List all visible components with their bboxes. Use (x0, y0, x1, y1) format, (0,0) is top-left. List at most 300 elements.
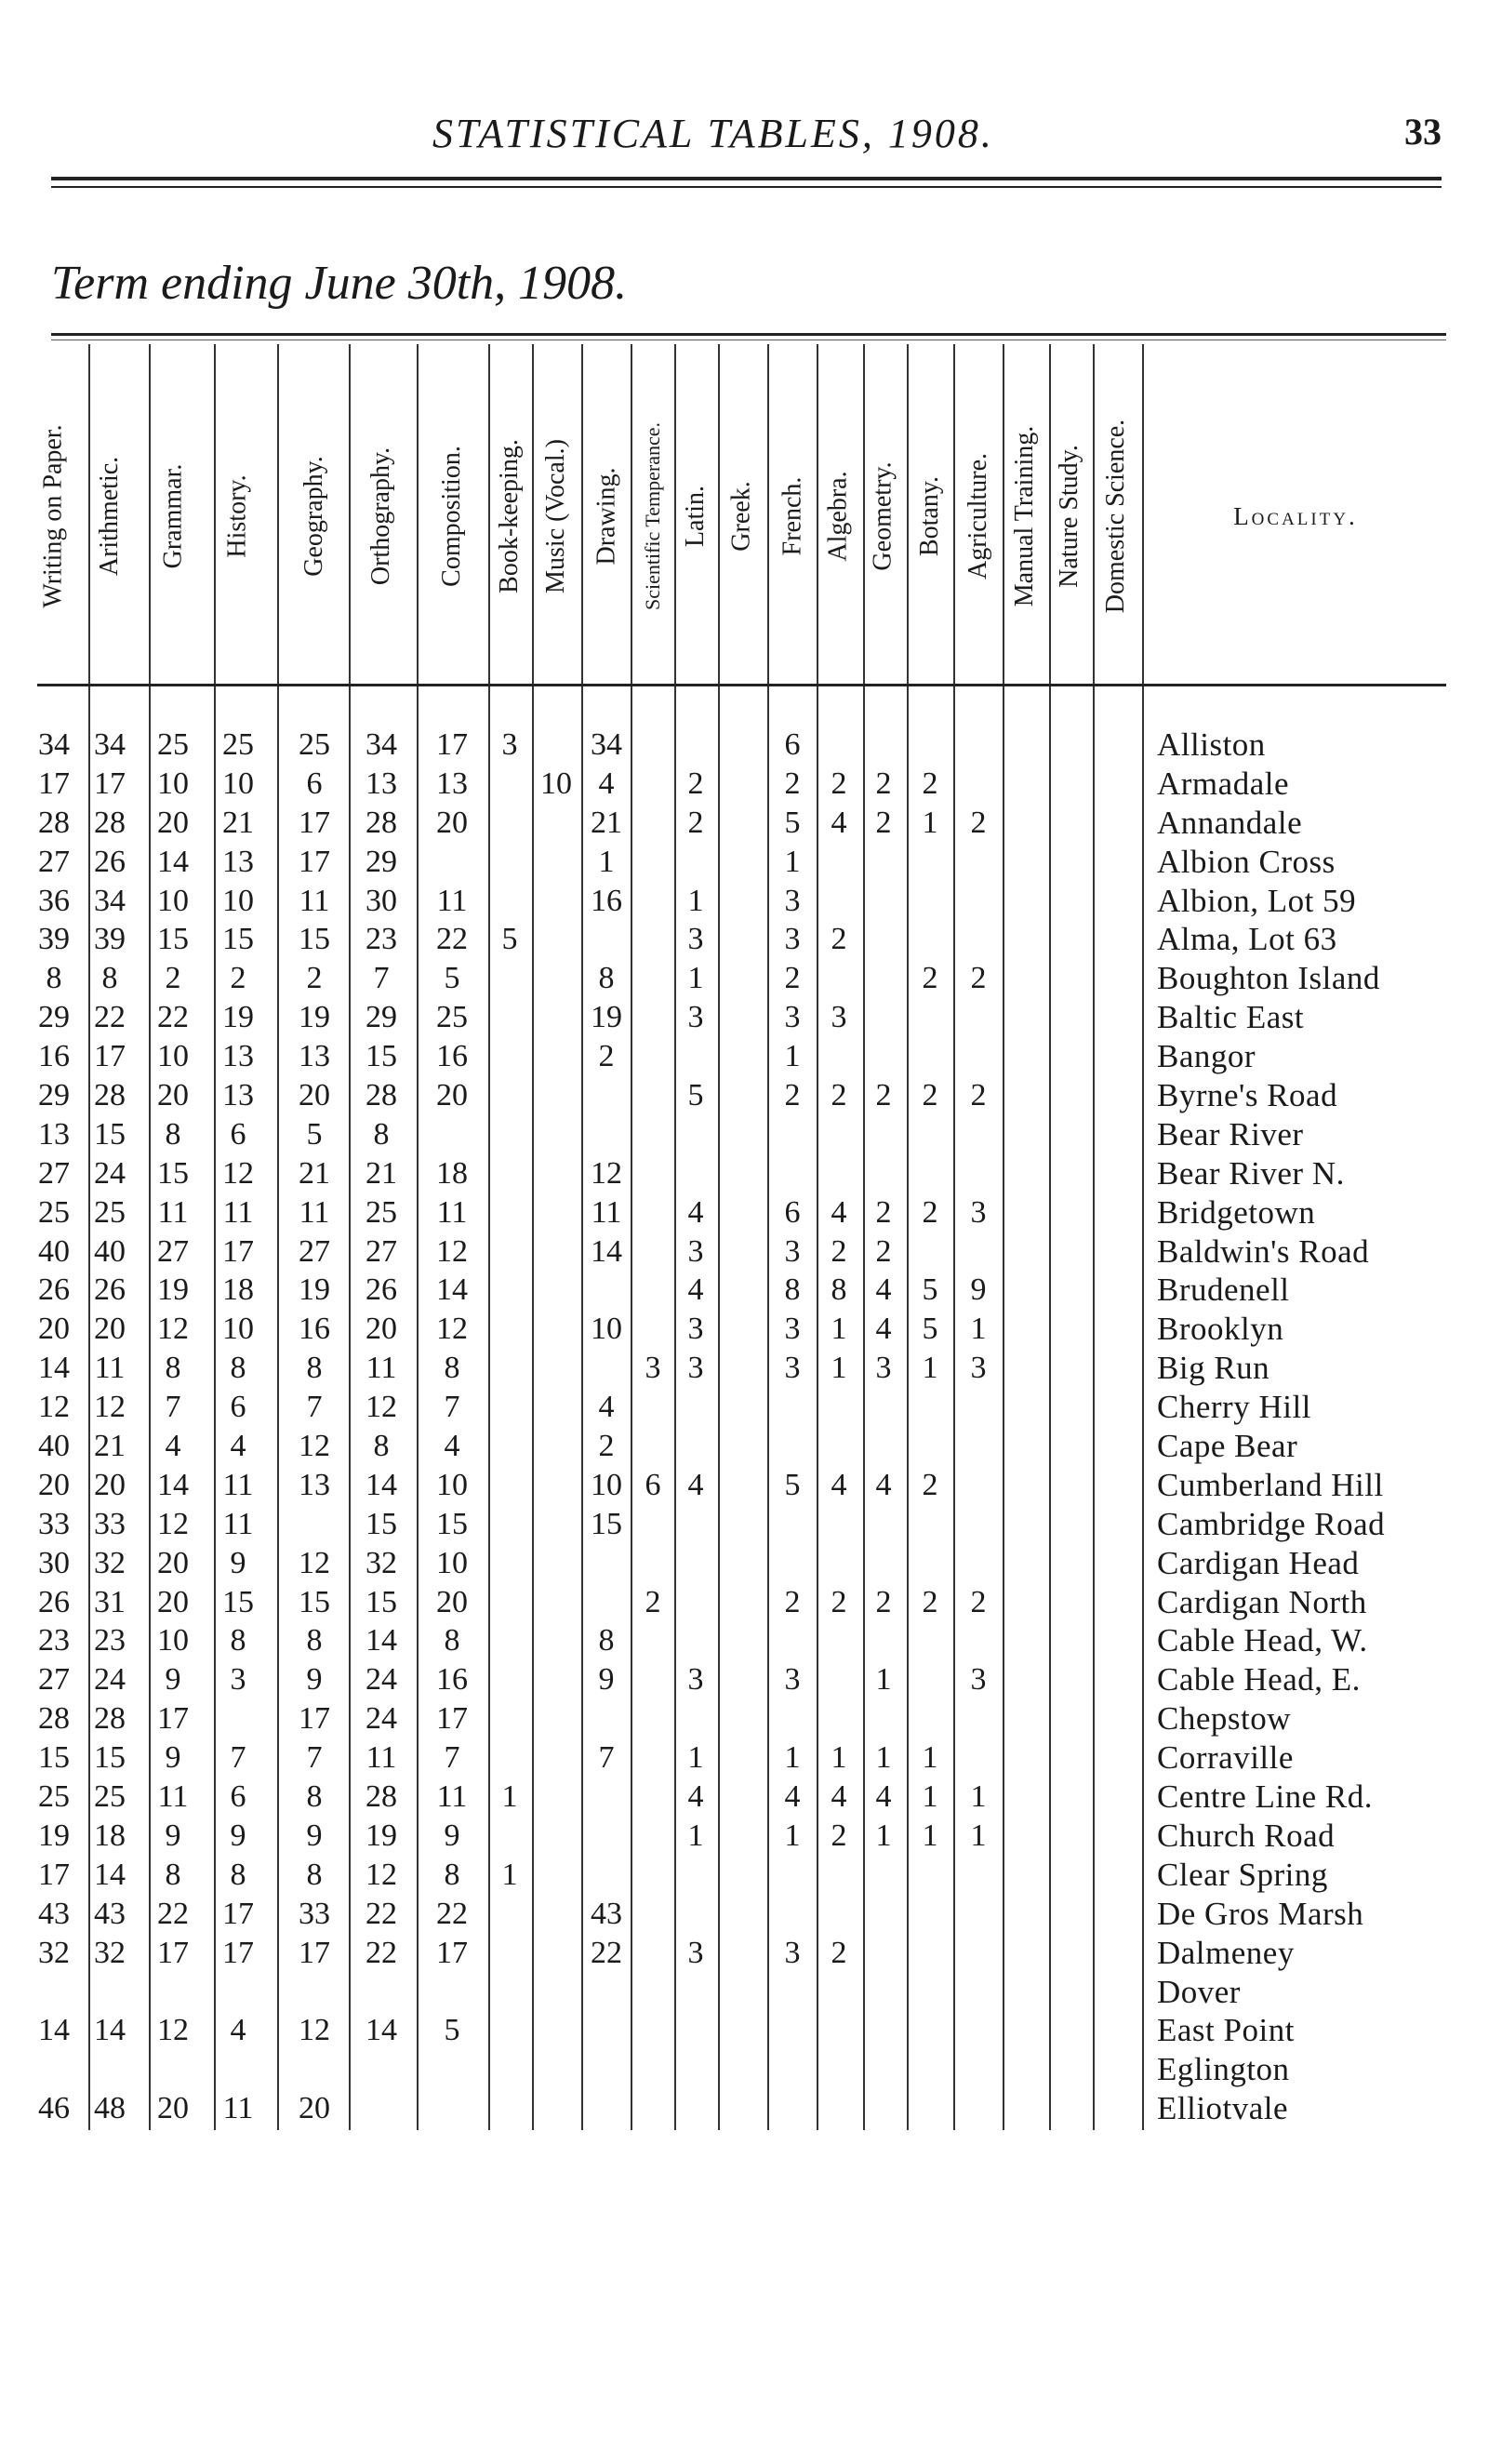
table-cell: 14 (157, 844, 189, 879)
table-row (0, 1232, 1502, 1272)
column-header (1094, 358, 1138, 674)
column-header (1003, 358, 1047, 674)
table-cell: 21 (222, 805, 254, 840)
table-cell: 17 (436, 1701, 468, 1737)
table-cell: 2 (922, 1078, 938, 1113)
column-header-label: Drawing. (591, 467, 621, 566)
table-cell: 4 (598, 1390, 615, 1425)
table-cell: 19 (299, 1272, 330, 1308)
locality-cell: Armadale (1157, 765, 1289, 802)
table-row (0, 726, 1502, 765)
column-header (908, 358, 952, 674)
table-cell: 12 (591, 1155, 622, 1191)
column-header (720, 358, 764, 674)
table-cell: 34 (94, 727, 126, 762)
table-cell: 5 (922, 1272, 938, 1308)
table-cell: 8 (306, 1623, 323, 1658)
table-cell: 11 (94, 1351, 126, 1386)
locality-cell: Cardigan North (1157, 1583, 1367, 1620)
table-cell: 17 (157, 1701, 189, 1737)
table-cell: 11 (591, 1194, 622, 1230)
table-cell: 1 (970, 1779, 987, 1815)
table-cell: 3 (784, 1233, 801, 1269)
column-header-label: Latin. (681, 485, 710, 548)
table-row (0, 1856, 1502, 1895)
table-cell: 22 (157, 1896, 189, 1931)
table-cell: 20 (157, 1545, 189, 1580)
table-cell: 15 (591, 1506, 622, 1541)
table-cell: 40 (38, 1429, 70, 1464)
table-cell: 9 (230, 1818, 246, 1853)
table-cell: 32 (38, 1935, 70, 1970)
table-cell: 11 (366, 1351, 397, 1386)
table-cell: 3 (784, 922, 801, 957)
table-cell: 15 (157, 1155, 189, 1191)
table-cell: 1 (970, 1818, 987, 1853)
table-cell: 23 (94, 1623, 126, 1658)
table-cell: 13 (38, 1116, 70, 1152)
table-cell: 11 (222, 1506, 254, 1541)
table-cell: 3 (970, 1351, 987, 1386)
locality-cell: Church Road (1157, 1817, 1336, 1854)
table-cell: 43 (38, 1896, 70, 1931)
table-cell: 10 (157, 1039, 189, 1074)
table-cell: 16 (591, 883, 622, 918)
column-header-label: Writing on Paper. (39, 424, 68, 608)
table-cell: 14 (94, 2013, 126, 2048)
table-cell: 14 (38, 1351, 70, 1386)
table-cell: 4 (831, 805, 847, 840)
table-cell: 26 (94, 1272, 126, 1308)
column-header (32, 358, 76, 674)
table-cell: 39 (94, 922, 126, 957)
table-cell: 8 (373, 1116, 390, 1152)
column-header (430, 358, 474, 674)
table-cell: 8 (306, 1351, 323, 1386)
column-header-label: Grammar. (158, 463, 187, 569)
table-cell: 2 (970, 805, 987, 840)
table-cell: 18 (436, 1155, 468, 1191)
table-cell: 6 (784, 727, 801, 762)
table-cell: 4 (687, 1272, 704, 1308)
table-cell: 20 (366, 1312, 397, 1347)
table-cell: 20 (157, 1078, 189, 1113)
table-cell: 3 (784, 1312, 801, 1347)
column-header-label: Agriculture. (964, 452, 992, 580)
table-cell: 8 (101, 961, 118, 996)
table-cell: 14 (366, 1467, 397, 1502)
locality-cell: Cape Bear (1157, 1428, 1298, 1465)
table-cell: 3 (230, 1662, 246, 1698)
table-cell: 36 (38, 883, 70, 918)
column-header-label: History. (223, 474, 252, 558)
table-cell: 18 (94, 1818, 126, 1853)
column-header (631, 358, 675, 674)
column-header (861, 358, 906, 674)
table-cell: 17 (222, 1935, 254, 1970)
table-cell: 11 (222, 2091, 254, 2126)
table-cell: 8 (230, 1857, 246, 1892)
table-cell: 12 (157, 2013, 189, 2048)
table-row (0, 1154, 1502, 1193)
table-cell: 28 (366, 805, 397, 840)
column-header-label: Book-keeping. (495, 439, 525, 593)
table-cell: 25 (436, 1000, 468, 1035)
table-cell: 28 (38, 1701, 70, 1737)
table-cell: 7 (230, 1740, 246, 1776)
table-cell: 3 (687, 1312, 704, 1347)
table-cell: 17 (38, 1857, 70, 1892)
table-cell: 21 (591, 805, 622, 840)
table-cell: 11 (436, 1779, 468, 1815)
table-cell: 26 (38, 1272, 70, 1308)
table-cell: 25 (222, 727, 254, 762)
table-cell: 3 (687, 1000, 704, 1035)
table-cell: 7 (598, 1740, 615, 1776)
table-cell: 16 (436, 1662, 468, 1698)
table-cell: 10 (157, 1623, 189, 1658)
table-cell: 15 (222, 1584, 254, 1619)
table-cell: 9 (306, 1662, 323, 1698)
table-cell: 2 (645, 1584, 661, 1619)
table-cell: 1 (922, 805, 938, 840)
table-cell: 14 (38, 2013, 70, 2048)
table-cell: 3 (784, 1662, 801, 1698)
table-cell: 8 (165, 1116, 181, 1152)
table-cell: 8 (444, 1351, 460, 1386)
table-cell: 12 (157, 1506, 189, 1541)
table-cell: 24 (366, 1662, 397, 1698)
table-cell: 6 (784, 1194, 801, 1230)
table-cell: 10 (222, 766, 254, 801)
table-cell: 5 (444, 2013, 460, 2048)
column-header-label: Algebra. (824, 471, 853, 562)
table-cell: 1 (687, 1740, 704, 1776)
table-cell: 2 (687, 766, 704, 801)
table-cell: 29 (38, 1078, 70, 1113)
table-row (0, 1934, 1502, 1973)
table-cell: 24 (366, 1701, 397, 1737)
table-cell: 20 (299, 2091, 330, 2126)
table-row (0, 882, 1502, 921)
locality-cell: Alma, Lot 63 (1157, 921, 1337, 958)
column-header-label: Botany. (915, 475, 945, 557)
column-header (487, 358, 532, 674)
table-cell: 8 (230, 1351, 246, 1386)
table-cell: 34 (94, 883, 126, 918)
column-header-label: Music (Vocal.) (541, 439, 570, 593)
table-cell: 12 (299, 1429, 330, 1464)
column-header (87, 358, 132, 674)
table-cell: 1 (687, 961, 704, 996)
table-cell: 11 (157, 1779, 189, 1815)
locality-cell: Big Run (1157, 1350, 1270, 1387)
table-cell: 14 (366, 1623, 397, 1658)
table-cell: 29 (38, 1000, 70, 1035)
table-cell: 2 (831, 1935, 847, 1970)
table-cell: 1 (784, 1818, 801, 1853)
table-cell: 2 (922, 961, 938, 996)
table-row (0, 1699, 1502, 1738)
table-cell: 2 (831, 1078, 847, 1113)
column-header-label: Orthography. (366, 446, 396, 586)
table-cell: 46 (38, 2091, 70, 2126)
table-row (0, 1895, 1502, 1934)
table-cell: 8 (784, 1272, 801, 1308)
table-cell: 7 (444, 1390, 460, 1425)
table-row (0, 804, 1502, 843)
table-cell: 2 (784, 1584, 801, 1619)
locality-cell: Bear River N. (1157, 1154, 1345, 1192)
table-cell: 13 (366, 766, 397, 801)
table-cell: 8 (306, 1779, 323, 1815)
table-cell: 10 (222, 1312, 254, 1347)
table-cell: 27 (157, 1233, 189, 1269)
table-cell: 3 (687, 1233, 704, 1269)
table-cell: 2 (831, 1584, 847, 1619)
column-header-label: Nature Study. (1055, 445, 1083, 588)
table-cell: 1 (687, 883, 704, 918)
table-cell: 22 (436, 922, 468, 957)
term-heading: Term ending June 30th, 1908. (51, 257, 628, 310)
locality-cell: Elliotvale (1157, 2090, 1289, 2127)
table-cell: 2 (970, 1584, 987, 1619)
table-cell: 1 (501, 1779, 518, 1815)
table-cell: 11 (299, 883, 330, 918)
table-cell: 39 (38, 922, 70, 957)
table-cell: 3 (831, 1000, 847, 1035)
table-cell: 8 (306, 1857, 323, 1892)
table-cell: 15 (38, 1740, 70, 1776)
locality-cell: Bear River (1157, 1115, 1304, 1152)
table-cell: 17 (436, 1935, 468, 1970)
table-cell: 2 (831, 1233, 847, 1269)
locality-cell: Albion, Lot 59 (1157, 882, 1357, 919)
table-cell: 25 (94, 1194, 126, 1230)
table-cell: 16 (38, 1039, 70, 1074)
table-cell: 21 (299, 1155, 330, 1191)
table-cell: 12 (436, 1233, 468, 1269)
header-rule-thin (51, 186, 1442, 188)
table-cell: 4 (875, 1467, 892, 1502)
table-cell: 1 (831, 1351, 847, 1386)
table-cell: 8 (165, 1857, 181, 1892)
table-cell: 17 (94, 766, 126, 801)
table-cell: 17 (94, 1039, 126, 1074)
table-row (0, 765, 1502, 804)
column-header-label: Arithmetic. (95, 456, 125, 577)
table-cell: 17 (299, 844, 330, 879)
table-cell: 13 (222, 844, 254, 879)
locality-cell: De Gros Marsh (1157, 1895, 1364, 1932)
column-header (817, 358, 861, 674)
table-cell: 12 (94, 1390, 126, 1425)
table-cell: 4 (875, 1312, 892, 1347)
table-cell: 2 (875, 766, 892, 801)
locality-cell: Brooklyn (1157, 1311, 1284, 1348)
table-row (0, 1738, 1502, 1778)
table-cell: 2 (970, 961, 987, 996)
locality-cell: Brudenell (1157, 1272, 1290, 1309)
table-cell: 4 (444, 1429, 460, 1464)
table-cell: 6 (230, 1390, 246, 1425)
table-cell: 24 (94, 1155, 126, 1191)
table-cell: 14 (94, 1857, 126, 1892)
table-cell: 4 (831, 1194, 847, 1230)
table-cell: 15 (299, 922, 330, 957)
table-cell: 4 (831, 1467, 847, 1502)
table-cell: 28 (366, 1779, 397, 1815)
table-row (0, 1466, 1502, 1505)
column-header (292, 358, 337, 674)
table-row (0, 843, 1502, 882)
column-header-label: Geometry. (869, 461, 898, 571)
table-cell: 23 (38, 1623, 70, 1658)
locality-cell: Eglington (1157, 2051, 1290, 2088)
table-cell: 7 (306, 1740, 323, 1776)
table-cell: 5 (444, 961, 460, 996)
table-cell: 2 (875, 1233, 892, 1269)
column-header (584, 358, 629, 674)
column-header (216, 358, 260, 674)
table-cell: 20 (157, 805, 189, 840)
table-cell: 2 (875, 1194, 892, 1230)
table-cell: 4 (784, 1779, 801, 1815)
table-cell: 13 (299, 1467, 330, 1502)
table-cell: 3 (687, 922, 704, 957)
table-cell: 2 (875, 1584, 892, 1619)
table-cell: 3 (645, 1351, 661, 1386)
table-cell: 8 (165, 1351, 181, 1386)
column-header-label: Domestic Science. (1101, 419, 1130, 614)
table-cell: 5 (501, 922, 518, 957)
table-cell: 30 (38, 1545, 70, 1580)
table-cell: 5 (784, 805, 801, 840)
table-cell: 17 (299, 1701, 330, 1737)
locality-cell: Cambridge Road (1157, 1505, 1386, 1542)
table-cell: 3 (970, 1662, 987, 1698)
table-cell: 10 (591, 1467, 622, 1502)
locality-cell: Cardigan Head (1157, 1544, 1360, 1581)
table-cell: 11 (299, 1194, 330, 1230)
table-cell: 8 (831, 1272, 847, 1308)
table-row (0, 1310, 1502, 1349)
table-cell: 2 (831, 1818, 847, 1853)
table-cell: 4 (875, 1272, 892, 1308)
table-cell: 9 (970, 1272, 987, 1308)
table-cell: 7 (306, 1390, 323, 1425)
table-cell: 12 (157, 1312, 189, 1347)
table-row (0, 959, 1502, 998)
table-cell: 4 (687, 1779, 704, 1815)
locality-cell: Baldwin's Road (1157, 1232, 1370, 1270)
table-cell: 6 (306, 766, 323, 801)
table-cell: 20 (94, 1467, 126, 1502)
table-row (0, 1115, 1502, 1154)
table-cell: 27 (299, 1233, 330, 1269)
table-cell: 17 (222, 1896, 254, 1931)
table-cell: 2 (922, 1194, 938, 1230)
table-cell: 7 (165, 1390, 181, 1425)
table-cell: 15 (366, 1584, 397, 1619)
table-cell: 5 (687, 1078, 704, 1113)
table-cell: 2 (784, 766, 801, 801)
table-cell: 2 (784, 1078, 801, 1113)
column-header-label: Geography. (299, 456, 328, 577)
table-cell: 24 (94, 1662, 126, 1698)
table-cell: 33 (94, 1506, 126, 1541)
table-cell: 19 (222, 1000, 254, 1035)
table-cell: 16 (299, 1312, 330, 1347)
table-cell: 10 (436, 1467, 468, 1502)
table-cell: 30 (366, 883, 397, 918)
table-cell: 3 (687, 1662, 704, 1698)
table-row (0, 1778, 1502, 1817)
table-cell: 5 (922, 1312, 938, 1347)
table-cell: 34 (38, 727, 70, 762)
table-cell: 20 (436, 1078, 468, 1113)
locality-cell: Corraville (1157, 1739, 1294, 1777)
table-row (0, 998, 1502, 1037)
table-cell: 25 (38, 1194, 70, 1230)
table-cell: 1 (831, 1312, 847, 1347)
table-cell: 32 (94, 1935, 126, 1970)
locality-cell: Dalmeney (1157, 1934, 1295, 1971)
table-cell: 17 (299, 805, 330, 840)
table-cell: 7 (444, 1740, 460, 1776)
table-row (0, 1271, 1502, 1310)
table-cell: 15 (94, 1116, 126, 1152)
table-cell: 4 (230, 1429, 246, 1464)
table-cell: 22 (157, 1000, 189, 1035)
table-cell: 25 (157, 727, 189, 762)
table-cell: 12 (299, 1545, 330, 1580)
table-cell: 48 (94, 2091, 126, 2126)
table-cell: 1 (784, 1740, 801, 1776)
table-cell: 5 (306, 1116, 323, 1152)
table-cell: 10 (436, 1545, 468, 1580)
column-header (1047, 358, 1092, 674)
table-row (0, 1621, 1502, 1660)
table-cell: 34 (591, 727, 622, 762)
table-row (0, 1505, 1502, 1544)
locality-cell: Bangor (1157, 1038, 1256, 1075)
locality-cell: Cherry Hill (1157, 1389, 1311, 1426)
table-cell: 8 (444, 1857, 460, 1892)
table-cell: 18 (222, 1272, 254, 1308)
table-cell: 11 (222, 1194, 254, 1230)
table-top-rule (51, 333, 1446, 336)
locality-column-header: Locality. (1233, 502, 1358, 530)
column-header (673, 358, 718, 674)
table-cell: 2 (784, 961, 801, 996)
table-cell: 20 (436, 1584, 468, 1619)
column-header (534, 358, 578, 674)
table-cell: 15 (222, 922, 254, 957)
table-cell: 27 (38, 1662, 70, 1698)
locality-cell: Cumberland Hill (1157, 1466, 1384, 1503)
table-row (0, 1193, 1502, 1232)
table-cell: 40 (94, 1233, 126, 1269)
table-cell: 7 (373, 961, 390, 996)
table-cell: 1 (875, 1818, 892, 1853)
column-header-label: Manual Training. (1010, 425, 1039, 607)
table-cell: 9 (165, 1662, 181, 1698)
locality-cell: Boughton Island (1157, 960, 1380, 997)
table-cell: 20 (436, 805, 468, 840)
column-header-label: French. (778, 476, 807, 556)
page-title: STATISTICAL TABLES, 1908. (432, 111, 994, 156)
